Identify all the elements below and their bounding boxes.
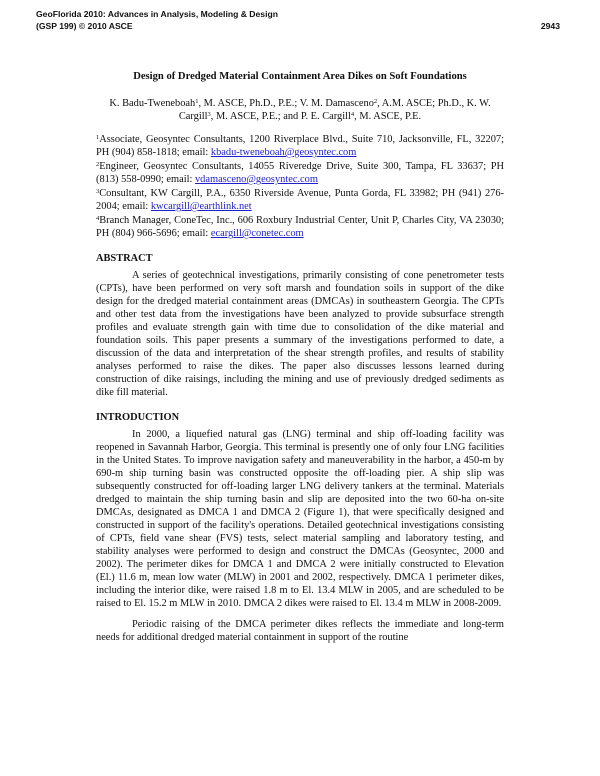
paper-body — [96, 70, 504, 644]
affiliation-1 — [96, 133, 504, 159]
page-number: 2943 — [540, 21, 560, 31]
affiliation-3-email-link[interactable]: kwcargill@earthlink.net — [150, 201, 252, 212]
author-2-mark: 2 — [373, 98, 378, 105]
author-1-details: , M. ASCE, Ph.D., P.E.; V. M. Damasceno — [198, 98, 374, 109]
introduction-paragraph-2: Periodic raising of the DMCA perimeter dikes reflects the immediate and long-term needs for additional dredged material containment in support of the routine — [96, 619, 504, 643]
affiliation-3-text: Consultant, KW Cargill, P.A., 6350 Riverside Avenue, Punta Gorda, FL 33982; PH (941) 276-2004; email: — [96, 188, 504, 212]
introduction-paragraph-1: In 2000, a liquefied natural gas (LNG) terminal and ship off-loading facility was reopened in Savannah Harbor, Georgia. This terminal is presently one of only four LNG facilities in the United States. To improve navigation safety and maneuverability in the harbor, a 450-m by 690-m ship turning basin was constructed opposite the off-loading pier. A ship slip was subsequently constructed for off-loading larger LNG delivery tankers at the terminal. Materials dredged to maintain the ship turning basin and slip are deposited into the two 60-ha on-site DMCAs, designated as DMCA 1 and DMCA 2 (Figure 1), that were specifically designed and constructed in support of the facility's operations. Detailed geotechnical investigations consisting of CPTs, field vane shear (FVS) tests, select material sampling and laboratory testing, and stability analyses were performed to design and construct the DMCAs (Geosyntec, 2000 and 2002). The perimeter dikes for DMCA 1 and DMCA 2 were initially constructed to Elevation (El.) 11.6 m, mean low water (MLW) in 2001 and 2002, respectively. DMCA 1 perimeter dikes, including the interior dike, were raised 1.8 m to El. 13.4 MLW in 2005, and are scheduled to be raised to El. 15.2 m MLW in 2010. DMCA 2 dikes were raised to El. 13.4 m MLW in 2008-2009. — [96, 429, 504, 609]
affiliation-4-text: Branch Manager, ConeTec, Inc., 606 Roxbury Industrial Center, Unit P, Charles City, VA 23030; PH (804) 966-5696; email: — [96, 215, 504, 239]
affiliation-4-email-link[interactable]: ecargill@conetec.com — [210, 228, 304, 239]
author-3-details: , M. ASCE, P.E.; and P. E. Cargill — [210, 111, 351, 122]
affiliation-3 — [96, 187, 504, 213]
affiliation-4-mark: 4 — [96, 215, 100, 222]
affiliation-2 — [96, 160, 504, 186]
affiliation-1-mark: 1 — [96, 134, 100, 141]
affiliation-4 — [96, 214, 504, 240]
affiliation-2-mark: 2 — [96, 161, 100, 168]
affiliation-2-email-link[interactable]: vdamasceno@geosyntec.com — [194, 174, 318, 185]
author-1-name: K. Badu-Tweneboah — [109, 98, 196, 109]
author-1-mark: 1 — [195, 98, 199, 105]
affiliation-1-text: Associate, Geosyntec Consultants, 1200 Riverplace Blvd., Suite 710, Jacksonville, FL, 32207; PH (904) 858-1818; email: — [96, 134, 504, 158]
affiliation-2-text: Engineer, Geosyntec Consultants, 14055 Riveredge Drive, Suite 300, Tampa, FL 33637; PH (813) 558-0990; email: — [96, 161, 504, 185]
affiliation-1-email-link[interactable]: kbadu-tweneboah@geosyntec.com — [210, 147, 357, 158]
running-header-line1: GeoFlorida 2010: Advances in Analysis, Modeling & Design — [36, 9, 278, 19]
introduction-heading: INTRODUCTION — [96, 412, 180, 423]
author-list — [96, 97, 504, 123]
author-3-mark: 3 — [207, 111, 211, 118]
affiliation-3-mark: 3 — [96, 188, 100, 195]
running-header-line2: (GSP 199) © 2010 ASCE — [36, 21, 133, 31]
author-4-mark: 4 — [350, 111, 355, 118]
abstract-heading: ABSTRACT — [96, 253, 153, 264]
author-2-details: , A.M. ASCE; Ph.D., K. W. Cargill — [178, 98, 491, 122]
abstract-text: A series of geotechnical investigations, primarily consisting of cone penetrometer tests (CPTs), have been performed on very soft marsh and foundation soils in support of the dike design for the dredged material containment areas (DMCAs) in southeastern Georgia. The CPTs and other test data from the investigations have been analyzed to provide subsurface strength profiles and evaluate strength gain with time due to consolidation of the dike material and foundation soils. This paper presents a summary of the investigations performed to date, a discussion of the data and interpretation of the shear strength profiles, and results of stability analyses performed to raise the dikes. The paper also discusses lessons learned during construction of dike raisings, including the mining and use of previously dredged sediments as dike fill material. — [96, 270, 504, 398]
author-4-details: , M. ASCE, P.E. — [354, 111, 422, 122]
paper-title: Design of Dredged Material Containment Area Dikes on Soft Foundations — [133, 71, 467, 82]
